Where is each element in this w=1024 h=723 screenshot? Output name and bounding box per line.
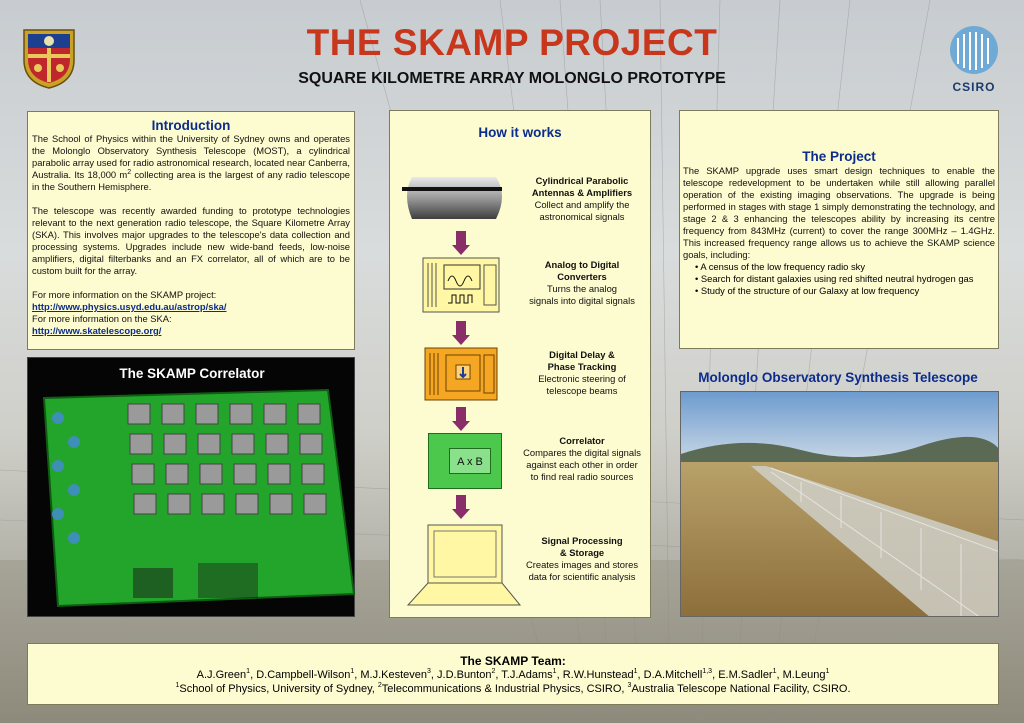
- board-chip: [198, 434, 220, 454]
- more-info-skamp-text: For more information on the SKAMP project:: [32, 289, 217, 300]
- board-chip: [132, 464, 154, 484]
- team-member-name: D.A.Mitchell: [643, 669, 703, 681]
- board-chip: [268, 464, 290, 484]
- board-capacitor: [52, 412, 64, 424]
- board-chip: [134, 494, 156, 514]
- board-chip: [196, 404, 218, 424]
- team-member-name: M.J.Kesteven: [360, 669, 428, 681]
- board-chip: [232, 434, 254, 454]
- how-it-works-heading: How it works: [478, 125, 562, 140]
- board-chip: [270, 494, 292, 514]
- science-goal-item: • Study of the structure of our Galaxy at low frequency: [695, 285, 920, 296]
- csiro-logo-text: CSIRO: [952, 80, 996, 94]
- how-it-works-panel: [389, 110, 651, 618]
- introduction-heading: Introduction: [151, 118, 231, 133]
- introduction-paragraph-2: The telescope was recently awarded funding to prototype technologies relevant to the next generation radio telescope, the Square Kilometre Array (SKA). This involves major upgrades to the telescope's data collection and processing systems. Upgrades include new wide-band feeds, low-noise amplifiers, digital filterbanks and an FX correlator, all of which are to be custom built for the array.: [32, 205, 350, 276]
- adc-board-icon: [422, 257, 500, 313]
- team-member-name: T.J.Adams: [501, 669, 553, 681]
- board-capacitor: [52, 460, 64, 472]
- correlator-photo-caption: The SKAMP Correlator: [119, 366, 265, 381]
- science-goal-item: • Search for distant galaxies using red shifted neutral hydrogen gas: [695, 273, 974, 284]
- science-goals-list: [683, 261, 995, 297]
- stage-correlator: Correlator Compares the digital signals against each other in order to find real radio sources: [523, 435, 641, 482]
- board-chip: [166, 464, 188, 484]
- parabolic-antenna-icon: [400, 173, 510, 223]
- science-goal-item: • A census of the low frequency radio sky: [695, 261, 866, 272]
- board-chip: [162, 404, 184, 424]
- board-chip: [230, 404, 252, 424]
- board-capacitor: [68, 532, 80, 544]
- team-affiliations: $^1$School of Physics, University of Sydney, $^2$Telecommunications & Industrial Physics, CSIRO, $^3$Australia Telescope National Facility, CSIRO.: [175, 682, 851, 695]
- team-member-name: D.Campbell-Wilson: [256, 669, 351, 681]
- board-chip: [168, 494, 190, 514]
- project-heading: The Project: [802, 149, 876, 164]
- molonglo-telescope-photo: [680, 391, 999, 617]
- poster-subtitle: SQUARE KILOMETRE ARRAY MOLONGLO PROTOTYPE: [298, 70, 726, 87]
- board-chip: [266, 434, 288, 454]
- correlator-chip-icon: [428, 433, 502, 489]
- stage-delay: Digital Delay & Phase Tracking Electronic steering of telescope beams: [538, 349, 626, 396]
- project-description: The SKAMP upgrade uses smart design techniques to enable the telescope redevelopment to be undertaken while still allowing parallel operation of the existing imaging observations. The upgrade is being performed in stages with stage 1 simply demonstrating the technology, and stage 2 & 3 enhancing the telescopes ability by increasing its centre frequency from 843MHz (current) to cover the range 300MHz – 1.4GHz. This increased frequency range allows us to achieve the SKAMP science goals, including:: [683, 165, 995, 260]
- board-chip: [234, 464, 256, 484]
- board-chip: [164, 434, 186, 454]
- flow-arrow-down-icon: [452, 495, 470, 519]
- board-capacitor: [68, 484, 80, 496]
- correlator-chip-label: A x B: [449, 448, 491, 474]
- team-member-name: A.J.Green: [196, 669, 247, 681]
- team-member-name: E.M.Sadler: [718, 669, 773, 681]
- board-capacitor: [68, 436, 80, 448]
- delay-board-icon: [424, 347, 498, 401]
- team-heading: The SKAMP Team:: [460, 654, 566, 668]
- correlator-board-image: [28, 358, 356, 618]
- team-members: A.J.Green$^1$, D.Campbell-Wilson$^1$, M.J.Kesteven$^3$, J.D.Bunton$^2$, T.J.Adams$^1$, R.W.Hunstead$^1$, D.A.Mitchell$^{1,3}$, E.M.Sadler$^1$, M.Leung$^1$: [196, 668, 830, 681]
- stage-processing: Signal Processing & Storage Creates images and stores data for scientific analysis: [525, 535, 639, 582]
- board-chip: [302, 464, 324, 484]
- affiliation-text: Australia Telescope National Facility, CSIRO.: [631, 683, 851, 695]
- stage-adc: Analog to Digital Converters Turns the analog signals into digital signals: [529, 259, 635, 306]
- board-chip: [300, 434, 322, 454]
- team-member-name: M.Leung: [782, 669, 826, 681]
- board-chip: [304, 494, 326, 514]
- board-chip: [202, 494, 224, 514]
- flow-arrow-down-icon: [452, 231, 470, 255]
- affiliation-text: School of Physics, University of Sydney,: [179, 683, 378, 695]
- poster-title: THE SKAMP PROJECT: [306, 22, 718, 63]
- flow-arrow-down-icon: [452, 407, 470, 431]
- ska-link[interactable]: http://www.skatelescope.org/: [32, 325, 162, 336]
- board-chip: [130, 434, 152, 454]
- team-member-name: J.D.Bunton: [437, 669, 492, 681]
- board-capacitor: [52, 508, 64, 520]
- correlator-photo-panel: [27, 357, 355, 617]
- introduction-panel: [27, 111, 355, 350]
- project-panel: [679, 110, 999, 349]
- skamp-project-link[interactable]: http://www.physics.usyd.edu.au/astrop/ska/: [32, 301, 227, 312]
- flow-arrow-down-icon: [452, 321, 470, 345]
- board-chip: [236, 494, 258, 514]
- introduction-paragraph-1: The School of Physics within the University of Sydney owns and operates the Molonglo Observatory Synthesis Telescope (MOST), a cylindrical parabolic array used for radio astronomical research, located near Canberra, Australia. Its 18,000 $m^2$ collecting area is the largest of any radio telescope in the Southern Hemisphere.: [32, 133, 350, 192]
- board-chip: [264, 404, 286, 424]
- board-chip: [200, 464, 222, 484]
- team-member-name: R.W.Hunstead: [562, 669, 634, 681]
- stage-antennas: Cylindrical Parabolic Antennas & Amplifiers Collect and amplify the astronomical signals: [531, 175, 633, 222]
- board-chip: [128, 404, 150, 424]
- affiliation-text: Telecommunications & Industrial Physics, CSIRO,: [381, 683, 628, 695]
- board-chip: [298, 404, 320, 424]
- molonglo-photo-caption: Molonglo Observatory Synthesis Telescope: [698, 370, 978, 385]
- laptop-computer-icon: [404, 523, 524, 609]
- more-info-ska-text: For more information on the SKA:: [32, 313, 172, 324]
- team-panel: [27, 643, 999, 705]
